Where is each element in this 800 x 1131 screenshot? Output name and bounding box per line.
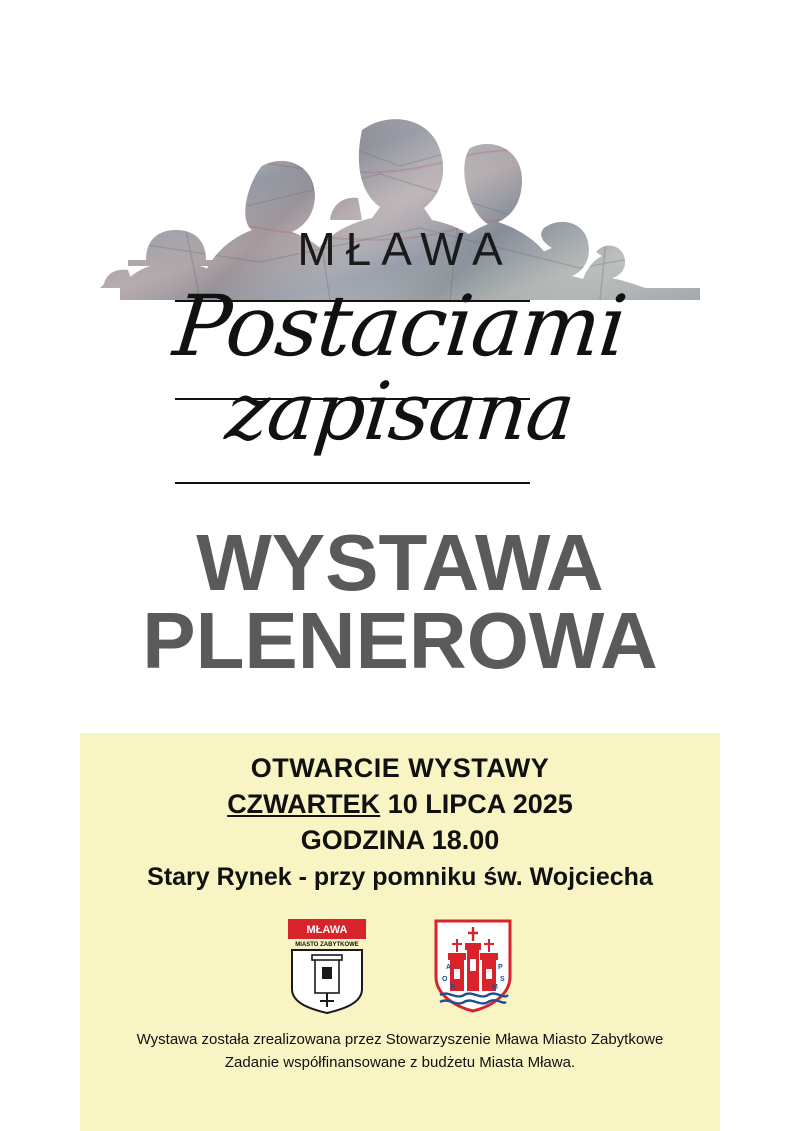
script-headline [0, 277, 800, 458]
svg-text:A: A [446, 964, 452, 971]
page-title [0, 518, 800, 686]
event-opening-label: OTWARCIE WYSTAWY [250, 753, 550, 783]
event-info-panel [80, 733, 720, 1131]
svg-text:P: P [498, 964, 503, 971]
footnote [80, 1029, 720, 1074]
svg-text:MŁAWA: MŁAWA [306, 924, 348, 936]
svg-text:O: O [442, 976, 448, 983]
footnote-line-2: Zadanie współfinansowane z budżetu Miasta Mława. [224, 1053, 576, 1071]
svg-text:MIASTO ZABYTKOWE: MIASTO ZABYTKOWE [295, 942, 359, 948]
city-name-mlawa: MŁAWA [297, 223, 513, 275]
event-info-text [80, 733, 720, 892]
page-title-line-1: WYSTAWA [196, 518, 604, 607]
svg-text:R: R [450, 984, 456, 991]
footnote-line-1: Wystawa została zrealizowana przez Stowarzyszenie Mława Miasto Zabytkowe [136, 1031, 664, 1048]
event-date-line [80, 789, 720, 820]
svg-text:M: M [492, 984, 498, 991]
logo-row [80, 915, 720, 1015]
svg-text:S: S [500, 976, 505, 983]
script-rule-bottom [175, 482, 530, 484]
mlawa-coat-of-arms [428, 915, 518, 1015]
page-title-line-2: PLENEROWA [142, 596, 658, 686]
script-headline-line-1: Postaciami [169, 277, 631, 375]
event-date: 10 LIPCA 2025 [387, 789, 573, 819]
script-headline-line-2: zapisana [221, 365, 579, 458]
event-weekday: CZWARTEK [227, 789, 381, 819]
event-location: Stary Rynek - przy pomniku św. Wojciecha [147, 863, 653, 891]
mlawa-miasto-zabytkowe-logo-svg [282, 915, 372, 1015]
mlawa-miasto-zabytkowe-logo [282, 915, 372, 1015]
mlawa-coat-of-arms-svg [428, 915, 518, 1015]
event-time: GODZINA 18.00 [300, 825, 500, 855]
